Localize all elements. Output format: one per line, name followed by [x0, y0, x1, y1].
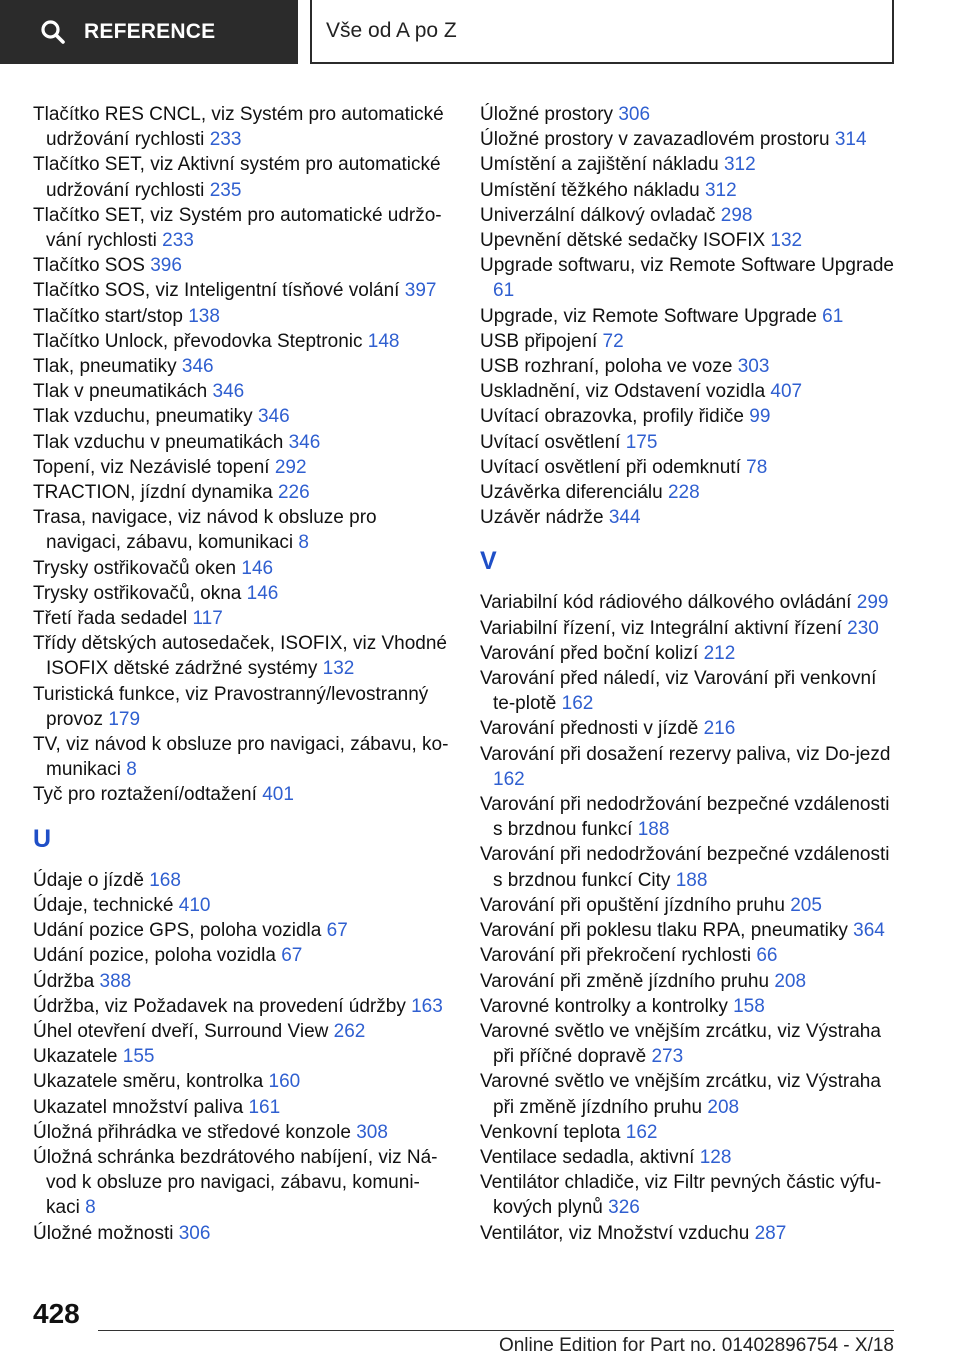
- index-entry: [480, 354, 900, 379]
- index-entry: [33, 379, 453, 404]
- index-entry: [33, 893, 453, 918]
- index-entry: [33, 969, 453, 994]
- index-entry: [480, 716, 900, 741]
- index-entry-text: Upgrade softwaru, viz Remote Software Upgrade: [480, 255, 894, 277]
- page-reference-link[interactable]: 132: [770, 230, 803, 252]
- page-reference-link[interactable]: 410: [178, 894, 211, 916]
- page-reference-link[interactable]: 67: [281, 945, 303, 967]
- index-entry: [33, 631, 453, 681]
- index-entry-text: Tlak vzduchu, pneumatiky: [33, 406, 253, 428]
- page-reference-link[interactable]: 161: [248, 1096, 281, 1118]
- index-entry: [480, 616, 900, 641]
- index-entry-text: Údaje, technické: [33, 894, 174, 916]
- index-entry-text: Variabilní kód rádiového dálkového ovládání: [480, 592, 852, 614]
- index-entry-text: Tlačítko RES CNCL, viz Systém pro automatické udržování rychlosti: [33, 104, 444, 151]
- letter-heading-v: V: [480, 547, 497, 576]
- index-entry-text: Tlačítko Unlock, převodovka Steptronic: [33, 330, 363, 352]
- index-entry: [33, 1019, 453, 1044]
- index-entry: [33, 505, 453, 555]
- page-reference-link[interactable]: 287: [754, 1222, 787, 1244]
- index-entry: [480, 893, 900, 918]
- index-entry-text: Uzávěr nádrže: [480, 507, 604, 529]
- index-entry-text: Varování při dosažení rezervy paliva, viz Do‐jezd: [480, 743, 891, 765]
- page-reference-link[interactable]: 235: [209, 179, 242, 201]
- section-title: Vše od A po Z: [326, 19, 457, 42]
- index-entry-text: Ventilátor chladiče, viz Filtr pevných částic výfu‐kových plynů: [480, 1172, 882, 1219]
- page-reference-link[interactable]: 298: [720, 204, 753, 226]
- page-reference-link[interactable]: 160: [268, 1071, 301, 1093]
- page-reference-link[interactable]: 312: [723, 154, 756, 176]
- index-entry: [480, 455, 900, 480]
- index-entry-text: Variabilní řízení, viz Integrální aktivní řízení: [480, 617, 842, 639]
- page-reference-link[interactable]: 146: [246, 582, 279, 604]
- page-reference-link[interactable]: 262: [333, 1020, 366, 1042]
- page-reference-link[interactable]: 158: [733, 995, 765, 1017]
- index-entry: [33, 782, 453, 807]
- index-entry-text: Údržba: [33, 970, 95, 992]
- left-index-column: [33, 102, 453, 1246]
- index-entry-text: Trasa, navigace, viz návod k obsluze pro navigaci, zábavu, komunikaci: [33, 507, 377, 554]
- page-reference-link[interactable]: 66: [756, 945, 778, 967]
- index-entry: [33, 732, 453, 782]
- page-reference-link[interactable]: 346: [212, 381, 245, 403]
- page-reference-link[interactable]: 292: [274, 456, 307, 478]
- page-reference-link[interactable]: 8: [298, 532, 309, 554]
- page-reference-link[interactable]: 401: [262, 784, 294, 806]
- index-entry: [480, 641, 900, 666]
- index-entry: [480, 918, 900, 943]
- index-entry: [480, 329, 900, 354]
- index-entry: [33, 868, 453, 893]
- index-entry-text: Třídy dětských autosedaček, ISOFIX, viz Vhodné ISOFIX dětské zádržné systémy: [33, 633, 447, 680]
- page-number: 428: [33, 1298, 80, 1329]
- index-entry: [480, 379, 900, 404]
- index-entry: [480, 404, 900, 429]
- index-entry: [480, 1120, 900, 1145]
- index-entry-text: Turistická funkce, viz Pravostranný/levostranný provoz: [33, 683, 429, 730]
- page-reference-link[interactable]: 162: [625, 1121, 658, 1143]
- index-entry-text: USB rozhraní, poloha ve voze: [480, 356, 733, 378]
- index-entry-text: Varování přednosti v jízdě: [480, 718, 699, 740]
- footer-divider: [98, 1330, 894, 1331]
- index-entry: [33, 994, 453, 1019]
- index-entry-text: Úložné možnosti: [33, 1222, 174, 1244]
- index-entry: [480, 304, 900, 329]
- page-reference-link[interactable]: 346: [257, 406, 290, 428]
- page-reference-link[interactable]: 212: [703, 642, 736, 664]
- page-reference-link[interactable]: 99: [749, 406, 771, 428]
- index-entry: [33, 329, 453, 354]
- index-entry-text: Ukazatel množství paliva: [33, 1096, 244, 1118]
- index-entry: [480, 842, 900, 892]
- index-entry-text: TV, viz návod k obsluze pro navigaci, zábavu, ko‐munikaci: [33, 734, 449, 781]
- page-reference-link[interactable]: 168: [149, 869, 181, 891]
- page-reference-link[interactable]: 346: [181, 356, 214, 378]
- index-entry-text: Úložné prostory: [480, 104, 614, 125]
- page-reference-link[interactable]: 397: [404, 280, 437, 302]
- page-reference-link[interactable]: 146: [241, 557, 274, 579]
- page-reference-link[interactable]: 205: [790, 894, 822, 916]
- page-reference-link[interactable]: 188: [675, 869, 708, 891]
- index-entry: [480, 152, 900, 177]
- page-reference-link[interactable]: 188: [637, 819, 670, 841]
- index-entry-text: Úložné prostory v zavazadlovém prostoru: [480, 129, 830, 151]
- index-entry: [480, 178, 900, 203]
- page-reference-link[interactable]: 163: [411, 995, 443, 1017]
- page-reference-link[interactable]: 8: [126, 759, 137, 781]
- index-entry-text: Úložná přihrádka ve středové konzole: [33, 1121, 351, 1143]
- index-entry-text: Uskladnění, viz Odstavení vozidla: [480, 381, 766, 403]
- index-entry: [480, 666, 900, 716]
- index-entry-text: Tlak vzduchu v pneumatikách: [33, 431, 284, 453]
- index-entry: [33, 606, 453, 631]
- index-entry: [480, 792, 900, 842]
- index-entry-text: Univerzální dálkový ovladač: [480, 204, 716, 226]
- index-entry: [33, 455, 453, 480]
- index-entry: [480, 969, 900, 994]
- index-entry: [33, 1044, 453, 1069]
- index-entry: [33, 682, 453, 732]
- index-entry: [33, 480, 453, 505]
- index-entry: [480, 127, 900, 152]
- page-reference-link[interactable]: 117: [192, 608, 223, 630]
- index-entry-text: Varování při nedodržování bezpečné vzdálenosti s brzdnou funkcí: [480, 794, 890, 841]
- index-entry: [480, 1221, 900, 1246]
- index-entry: [480, 505, 900, 530]
- index-entry: [480, 994, 900, 1019]
- index-entry-text: Varování při nedodržování bezpečné vzdálenosti s brzdnou funkcí City: [480, 844, 890, 891]
- index-entry-text: USB připojení: [480, 330, 598, 352]
- index-entry-text: Udání pozice, poloha vozidla: [33, 945, 276, 967]
- index-entry-text: Upgrade, viz Remote Software Upgrade: [480, 305, 817, 327]
- index-entry-text: Tlačítko start/stop: [33, 305, 183, 327]
- index-entry: [480, 430, 900, 455]
- index-entry-text: Uzávěrka diferenciálu: [480, 482, 663, 504]
- index-entry: [33, 1221, 453, 1246]
- page-reference-link[interactable]: 162: [493, 768, 525, 790]
- section-tab[interactable]: [310, 0, 894, 64]
- index-entry-text: Úhel otevření dveří, Surround View: [33, 1020, 329, 1042]
- index-entry-text: Varování před boční kolizí: [480, 642, 699, 664]
- index-entry-text: Tlak v pneumatikách: [33, 381, 208, 403]
- index-entry: [33, 404, 453, 429]
- index-entry-text: Tyč pro roztažení/odtažení: [33, 784, 257, 806]
- index-entry-text: TRACTION, jízdní dynamika: [33, 482, 273, 504]
- page-reference-link[interactable]: 8: [85, 1197, 96, 1219]
- letter-heading-u: U: [33, 824, 52, 853]
- index-entry-text: Uvítací osvětlení při odemknutí: [480, 456, 741, 478]
- index-entry: [480, 943, 900, 968]
- index-entry: [33, 354, 453, 379]
- index-entry-text: Umístění těžkého nákladu: [480, 179, 700, 201]
- index-entry-text: Úložná schránka bezdrátového nabíjení, viz Ná‐vod k obsluze pro navigaci, zábavu, komuni‐kaci: [33, 1146, 438, 1219]
- page-reference-link[interactable]: 61: [493, 280, 515, 302]
- index-entry: [33, 943, 453, 968]
- page-reference-link[interactable]: 216: [703, 718, 736, 740]
- index-entry-text: Topení, viz Nezávislé topení: [33, 456, 270, 478]
- index-entry: [33, 102, 453, 152]
- index-entry-text: Ventilace sedadla, aktivní: [480, 1146, 695, 1168]
- page-reference-link[interactable]: 208: [707, 1096, 740, 1118]
- index-entry-text: Tlak, pneumatiky: [33, 356, 177, 378]
- page-reference-link[interactable]: 364: [853, 920, 885, 942]
- index-entry: [33, 430, 453, 455]
- reference-tab[interactable]: [0, 0, 298, 64]
- index-entry: [480, 590, 900, 615]
- page-reference-link[interactable]: 396: [150, 255, 182, 277]
- search-icon: [40, 19, 66, 45]
- index-entry-text: Udání pozice GPS, poloha vozidla: [33, 920, 322, 942]
- page-reference-link[interactable]: 407: [770, 381, 803, 403]
- index-entry-text: Údržba, viz Požadavek na provedení údržby: [33, 995, 406, 1017]
- index-entry-text: Uvítací obrazovka, profily řidiče: [480, 406, 744, 428]
- index-entry-text: Varování při změně jízdního pruhu: [480, 970, 770, 992]
- index-entry-text: Tlačítko SOS, viz Inteligentní tísňové volání: [33, 280, 400, 302]
- index-entry: [33, 253, 453, 278]
- index-entry: [33, 581, 453, 606]
- page-reference-link[interactable]: 233: [209, 129, 242, 151]
- index-entry: [33, 918, 453, 943]
- index-entry-text: Třetí řada sedadel: [33, 608, 188, 630]
- index-entry: [480, 253, 900, 303]
- page-reference-link[interactable]: 228: [667, 482, 700, 504]
- page-reference-link[interactable]: 344: [608, 507, 641, 529]
- page-reference-link[interactable]: 208: [774, 970, 807, 992]
- page-reference-link[interactable]: 312: [704, 179, 737, 201]
- index-entry-text: Trysky ostřikovačů oken: [33, 557, 237, 579]
- index-entry-text: Varovné světlo ve vnějším zrcátku, viz Výstraha při příčné dopravě: [480, 1020, 881, 1068]
- index-entry: [33, 1095, 453, 1120]
- page-reference-link[interactable]: 233: [162, 230, 194, 252]
- page-reference-link[interactable]: 138: [188, 305, 220, 327]
- index-entry: [480, 480, 900, 505]
- page-reference-link[interactable]: 78: [746, 456, 768, 478]
- page-reference-link[interactable]: 155: [122, 1046, 155, 1068]
- page-reference-link[interactable]: 148: [367, 330, 400, 352]
- index-entry-text: Varování při opuštění jízdního pruhu: [480, 894, 785, 916]
- page-reference-link[interactable]: 61: [822, 305, 844, 327]
- index-entry-text: Venkovní teplota: [480, 1121, 621, 1143]
- index-entry-text: Uvítací osvětlení: [480, 431, 621, 453]
- page-reference-link[interactable]: 314: [834, 129, 867, 151]
- right-index-column: [480, 102, 900, 1246]
- page-reference-link[interactable]: 67: [326, 920, 348, 942]
- index-entry-text: Tlačítko SET, viz Aktivní systém pro automatické udržování rychlosti: [33, 154, 441, 201]
- index-entry: [33, 304, 453, 329]
- page-reference-link[interactable]: 306: [178, 1222, 211, 1244]
- index-entry: [33, 203, 453, 253]
- index-entry: [33, 556, 453, 581]
- index-entry-text: Ventilátor, viz Množství vzduchu: [480, 1222, 750, 1244]
- index-entry-text: Varování před náledí, viz Varování při venkovní te‐plotě: [480, 668, 877, 715]
- reference-label: REFERENCE: [84, 20, 216, 43]
- page-reference-link[interactable]: 128: [699, 1146, 732, 1168]
- top-navigation-bar: [0, 0, 960, 66]
- page-reference-link[interactable]: 273: [651, 1046, 684, 1068]
- index-entry: [33, 152, 453, 202]
- index-entry: [33, 1120, 453, 1145]
- index-entry: [480, 1019, 900, 1069]
- page-reference-link[interactable]: 175: [625, 431, 658, 453]
- page-reference-link[interactable]: 226: [277, 482, 310, 504]
- index-entry: [480, 742, 900, 792]
- index-entry-text: Ukazatele směru, kontrolka: [33, 1071, 264, 1093]
- page-reference-link[interactable]: 132: [322, 658, 355, 680]
- index-entry: [33, 1069, 453, 1094]
- index-entry: [480, 1170, 900, 1220]
- page-reference-link[interactable]: 326: [608, 1197, 640, 1219]
- page-reference-link[interactable]: 299: [856, 592, 889, 614]
- index-entry-text: Varovné světlo ve vnějším zrcátku, viz Výstraha při změně jízdního pruhu: [480, 1071, 881, 1118]
- index-entry-text: Varování při překročení rychlosti: [480, 945, 752, 967]
- page-reference-link[interactable]: 303: [737, 356, 770, 378]
- page-reference-link[interactable]: 388: [99, 970, 132, 992]
- index-entry: [33, 278, 453, 303]
- index-entry-text: Trysky ostřikovačů, okna: [33, 582, 242, 604]
- index-entry-text: Umístění a zajištění nákladu: [480, 154, 719, 176]
- index-entry-text: Upevnění dětské sedačky ISOFIX: [480, 230, 766, 252]
- edition-footer: Online Edition for Part no. 01402896754 - X/18: [498, 1335, 894, 1356]
- page-reference-link[interactable]: 72: [602, 330, 624, 352]
- page-reference-link[interactable]: 179: [108, 708, 141, 730]
- page-reference-link[interactable]: 306: [618, 104, 651, 125]
- index-entry: [480, 228, 900, 253]
- index-entry-text: Údaje o jízdě: [33, 869, 144, 891]
- index-entry-text: Varování při poklesu tlaku RPA, pneumatiky: [480, 920, 848, 942]
- page-reference-link[interactable]: 346: [288, 431, 321, 453]
- index-entry-text: Tlačítko SOS: [33, 255, 145, 277]
- index-entry-text: Tlačítko SET, viz Systém pro automatické udržo‐vání rychlosti: [33, 204, 442, 252]
- index-entry-text: Ukazatele: [33, 1046, 118, 1068]
- page-reference-link[interactable]: 308: [356, 1121, 388, 1143]
- page-reference-link[interactable]: 162: [561, 693, 594, 715]
- index-entry: [480, 1145, 900, 1170]
- index-entry: [33, 1145, 453, 1221]
- index-entry: [480, 203, 900, 228]
- index-entry-text: Varovné kontrolky a kontrolky: [480, 995, 728, 1017]
- index-entry: [480, 1069, 900, 1119]
- index-entry: [480, 102, 900, 127]
- page-reference-link[interactable]: 230: [847, 617, 879, 639]
